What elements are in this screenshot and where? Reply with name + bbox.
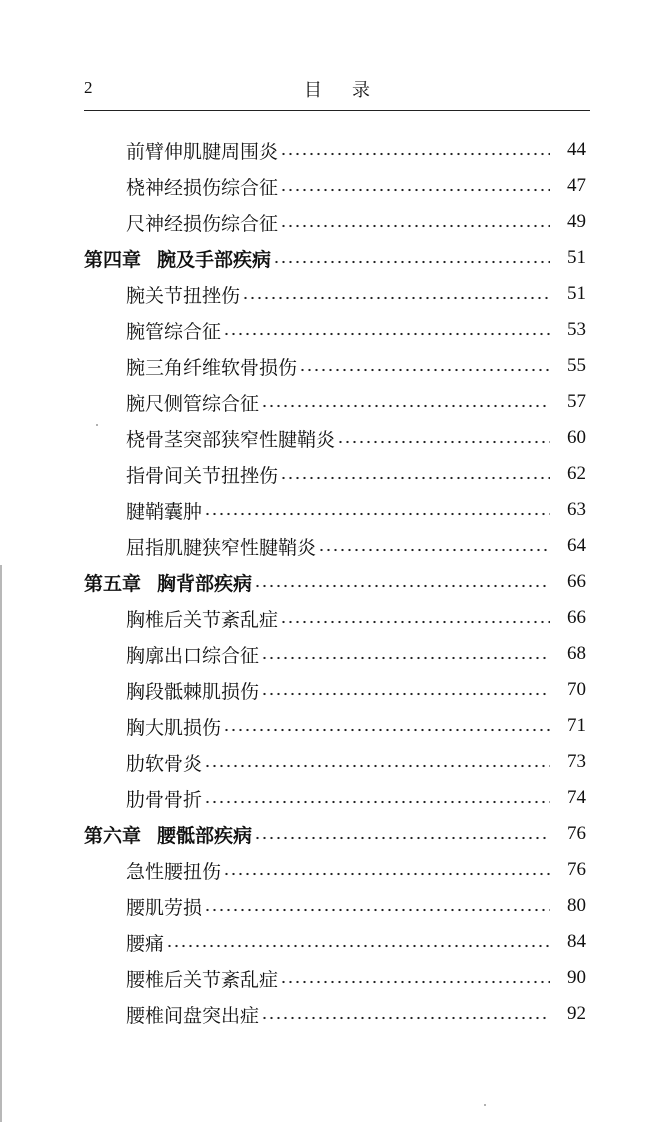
toc-dot-leader: [280, 980, 550, 984]
toc-section-title: 急性腰扭伤: [126, 860, 222, 883]
toc-page-number: 55: [567, 355, 586, 376]
toc-section-title: 屈指肌腱狭窄性腱鞘炎: [126, 536, 317, 559]
toc-page-number: 44: [567, 139, 586, 160]
page-number: 2: [84, 78, 93, 97]
toc-chapter-entry: [0, 816, 670, 852]
toc-section-entry: [0, 996, 670, 1032]
toc-page-number: 57: [567, 391, 586, 412]
toc-dot-leader: [254, 584, 550, 588]
page-header: [84, 76, 590, 106]
toc-section-title: 肋骨骨折: [126, 788, 203, 811]
toc-section-entry: [0, 600, 670, 636]
toc-section-entry: [0, 492, 670, 528]
toc-chapter-entry: [0, 240, 670, 276]
toc-section-title: 腱鞘囊肿: [126, 500, 203, 523]
toc-section-entry: [0, 204, 670, 240]
toc-section-entry: [0, 348, 670, 384]
toc-dot-leader: [223, 332, 550, 336]
toc-page-number: 47: [567, 175, 586, 196]
toc-dot-leader: [280, 620, 550, 624]
toc-dot-leader: [299, 368, 550, 372]
toc-dot-leader: [204, 764, 550, 768]
toc-section-entry: [0, 132, 670, 168]
toc-section-title: 指骨间关节扭挫伤: [126, 464, 279, 487]
toc-page-number: 66: [567, 607, 586, 628]
toc-chapter-label: [84, 245, 271, 272]
toc-section-title: 尺神经损伤综合征: [126, 212, 279, 235]
toc-section-title: 腰肌劳损: [126, 896, 203, 919]
toc-section-entry: [0, 708, 670, 744]
toc-section-title: 腰痛: [126, 932, 165, 955]
toc-section-title: 肋软骨炎: [126, 752, 203, 775]
toc-page-number: 70: [567, 679, 586, 700]
toc-dot-leader: [273, 260, 550, 264]
toc-dot-leader: [280, 224, 550, 228]
toc-page-number: 71: [567, 715, 586, 736]
toc-page-number: 92: [567, 1003, 586, 1024]
toc-section-entry: [0, 456, 670, 492]
toc-section-title: 胸大肌损伤: [126, 716, 222, 739]
toc-section-title: 腕管综合征: [126, 320, 222, 343]
header-rule: [84, 110, 590, 111]
toc-section-title: 胸椎后关节紊乱症: [126, 608, 279, 631]
toc-page-number: 74: [567, 787, 586, 808]
toc-dot-leader: [204, 512, 550, 516]
toc-chapter-label: [84, 821, 252, 848]
toc-section-entry: [0, 672, 670, 708]
toc-dot-leader: [204, 800, 550, 804]
toc-dot-leader: [261, 656, 550, 660]
toc-section-title: 腕尺侧管综合征: [126, 392, 260, 415]
toc-dot-leader: [337, 440, 550, 444]
toc-page-number: 49: [567, 211, 586, 232]
toc-section-title: 前臂伸肌腱周围炎: [126, 140, 279, 163]
toc-dot-leader: [254, 836, 550, 840]
toc-page-number: 84: [567, 931, 586, 952]
toc-chapter-title: 腕及手部疾病: [157, 248, 272, 271]
toc-dot-leader: [280, 476, 550, 480]
toc-chapter-entry: [0, 564, 670, 600]
toc-section-title: 腕三角纤维软骨损伤: [126, 356, 298, 379]
toc-section-entry: [0, 744, 670, 780]
toc-dot-leader: [261, 404, 550, 408]
toc-page-number: 76: [567, 859, 586, 880]
toc-page-number: 90: [567, 967, 586, 988]
toc-page-number: 76: [567, 823, 586, 844]
toc-section-entry: [0, 312, 670, 348]
toc-section-entry: [0, 384, 670, 420]
toc-page-number: 73: [567, 751, 586, 772]
toc-page-number: 53: [567, 319, 586, 340]
toc-section-entry: [0, 276, 670, 312]
toc-section-entry: [0, 888, 670, 924]
toc-page-number: 64: [567, 535, 586, 556]
toc-dot-leader: [280, 188, 550, 192]
toc-dot-leader: [261, 1016, 550, 1020]
toc-section-entry: [0, 168, 670, 204]
toc-page-number: 51: [567, 247, 586, 268]
toc-section-title: 腕关节扭挫伤: [126, 284, 241, 307]
toc-chapter-title: 胸背部疾病: [157, 572, 253, 595]
toc-section-title: 胸段骶棘肌损伤: [126, 680, 260, 703]
toc-page-number: 62: [567, 463, 586, 484]
toc-page-number: 66: [567, 571, 586, 592]
toc-section-entry: [0, 636, 670, 672]
table-of-contents: [0, 132, 670, 1032]
scan-speck: [484, 1104, 486, 1106]
toc-section-title: 腰椎后关节紊乱症: [126, 968, 279, 991]
toc-section-title: 桡骨茎突部狭窄性腱鞘炎: [126, 428, 336, 451]
toc-section-title: 腰椎间盘突出症: [126, 1004, 260, 1027]
toc-chapter-number: 第六章: [84, 824, 142, 847]
toc-dot-leader: [280, 152, 550, 156]
toc-page-number: 51: [567, 283, 586, 304]
toc-dot-leader: [261, 692, 550, 696]
toc-section-entry: [0, 960, 670, 996]
toc-page-number: 80: [567, 895, 586, 916]
toc-chapter-title: 腰骶部疾病: [157, 824, 253, 847]
toc-page-number: 68: [567, 643, 586, 664]
toc-dot-leader: [204, 908, 550, 912]
toc-dot-leader: [242, 296, 550, 300]
toc-chapter-number: 第五章: [84, 572, 142, 595]
toc-section-entry: [0, 420, 670, 456]
toc-section-entry: [0, 780, 670, 816]
toc-dot-leader: [166, 944, 550, 948]
toc-page-number: 60: [567, 427, 586, 448]
toc-section-title: 胸廓出口综合征: [126, 644, 260, 667]
toc-page-number: 63: [567, 499, 586, 520]
page-title: 目录: [304, 80, 400, 101]
toc-dot-leader: [223, 728, 550, 732]
toc-dot-leader: [223, 872, 550, 876]
toc-chapter-label: [84, 569, 252, 596]
toc-dot-leader: [318, 548, 550, 552]
toc-section-title: 桡神经损伤综合征: [126, 176, 279, 199]
scan-speck: [96, 424, 98, 426]
toc-chapter-number: 第四章: [84, 248, 142, 271]
toc-section-entry: [0, 852, 670, 888]
toc-section-entry: [0, 528, 670, 564]
toc-section-entry: [0, 924, 670, 960]
